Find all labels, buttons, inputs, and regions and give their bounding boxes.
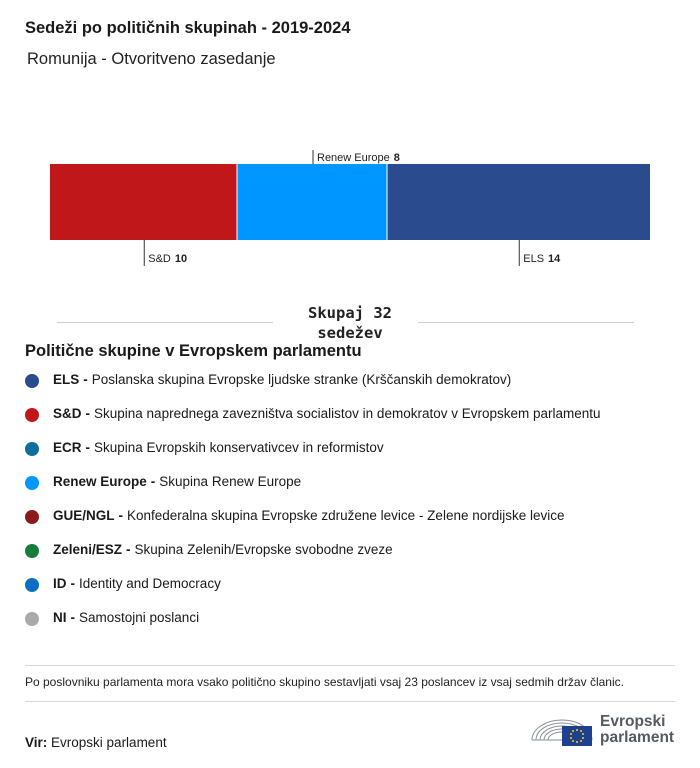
legend-separator: - [85, 406, 91, 421]
data-label-value: 10 [174, 253, 188, 265]
total-divider-left [57, 322, 273, 323]
parliament-hemicycle-icon [530, 710, 596, 750]
legend-item [25, 542, 685, 576]
legend-code: ID [53, 576, 67, 591]
data-label-name: S&D [148, 253, 171, 265]
data-label-value: 14 [548, 253, 561, 265]
legend-item [25, 440, 685, 474]
legend-separator: - [126, 542, 131, 557]
logo-text [600, 714, 674, 746]
total-seats-label: Skupaj 32 sedežev [308, 304, 392, 342]
legend-description: Skupina Renew Europe [159, 474, 302, 489]
legend-title: Politične skupine v Evropskem parlamentu [25, 342, 362, 360]
legend-separator: - [70, 576, 75, 591]
legend-color-dot [25, 374, 39, 388]
source [25, 735, 167, 750]
legend-separator: - [70, 610, 75, 625]
legend-separator: - [83, 372, 88, 387]
logo-text-line2: parlament [600, 729, 675, 746]
legend-description: Samostojni poslanci [79, 610, 200, 625]
legend-color-dot [25, 578, 39, 592]
legend-code: ECR [53, 440, 82, 455]
legend-item [25, 372, 685, 406]
legend-description: Skupina Zelenih/Evropske svobodne zveze [134, 542, 393, 557]
footnote-divider-top [25, 665, 675, 666]
legend [25, 372, 685, 644]
legend-color-dot [25, 442, 39, 456]
total-divider-right [418, 322, 634, 323]
legend-separator: - [150, 474, 156, 489]
legend-item [25, 576, 685, 610]
legend-description: Poslanska skupina Evropske ljudske stranke (Krščanskih demokratov) [91, 372, 512, 387]
data-label-s-d [148, 253, 187, 265]
legend-description: Identity and Democracy [79, 576, 221, 591]
footnote: Po poslovniku parlamenta mora vsako politično skupino sestavljati vsaj 23 poslancev iz vsaj sedmih držav članic. [25, 675, 624, 689]
legend-color-dot [25, 612, 39, 626]
stacked-bar-chart [0, 140, 700, 270]
european-parliament-logo [530, 710, 680, 750]
legend-item [25, 406, 685, 440]
footnote-divider-bottom [25, 701, 675, 702]
logo-text-line1: Evropski [600, 713, 666, 730]
legend-item [25, 474, 685, 508]
legend-code: NI [53, 610, 67, 625]
chart-title: Sedeži po političnih skupinah - 2019-2024 [25, 19, 351, 37]
legend-code: Renew Europe [53, 474, 147, 489]
data-label-name: ELS [523, 253, 545, 265]
legend-item [25, 508, 685, 542]
chart-subtitle: Romunija - Otvoritveno zasedanje [27, 50, 276, 68]
bar-segment-renew-europe [238, 164, 387, 240]
data-label-renew-europe [317, 152, 400, 164]
bar-segment-els [388, 164, 651, 240]
legend-code: Zeleni/ESZ [53, 542, 123, 557]
legend-color-dot [25, 408, 39, 422]
data-label-name: Renew Europe [317, 152, 390, 164]
legend-color-dot [25, 476, 39, 490]
data-label-els [523, 253, 561, 265]
legend-color-dot [25, 510, 39, 524]
legend-description: Konfederalna skupina Evropske združene levice - Zelene nordijske levice [127, 508, 565, 523]
bar-segment-s-d [50, 164, 237, 240]
legend-code: ELS [53, 372, 80, 387]
source-value: Evropski parlament [51, 735, 167, 750]
legend-separator: - [85, 440, 91, 455]
legend-item [25, 610, 685, 644]
legend-code: GUE/NGL [53, 508, 115, 523]
legend-description: Skupina naprednega zavezništva socialistov in demokratov v Evropskem parlamentu [94, 406, 601, 421]
source-label: Vir: [25, 735, 48, 750]
legend-code: S&D [53, 406, 82, 421]
legend-separator: - [118, 508, 124, 523]
data-label-value: 8 [393, 152, 400, 164]
legend-color-dot [25, 544, 39, 558]
legend-description: Skupina Evropskih konservativcev in reformistov [94, 440, 384, 455]
